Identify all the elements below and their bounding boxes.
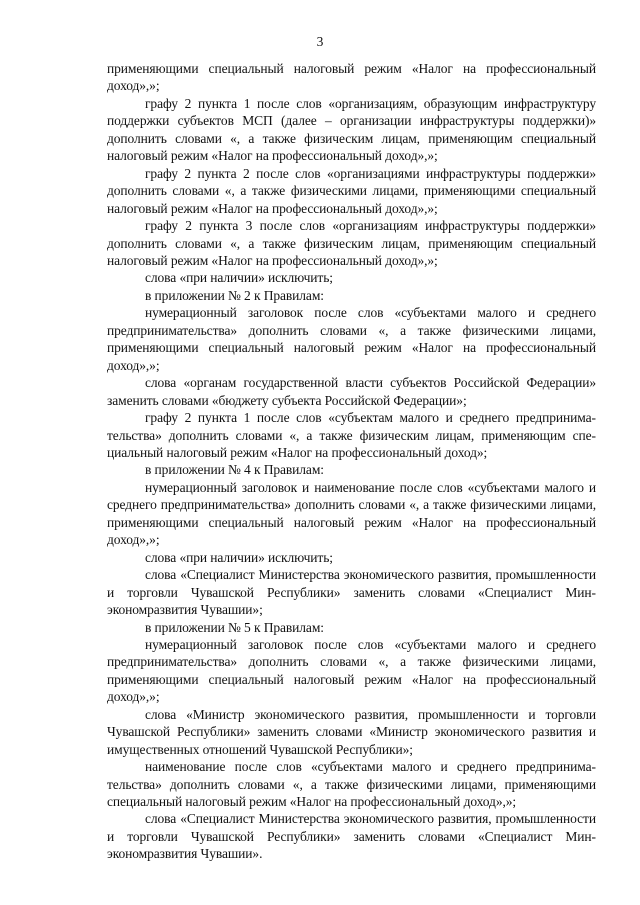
- paragraph: в приложении № 5 к Правилам:: [145, 619, 324, 635]
- paragraph: слова «Министр экономического развития, промышленности и торговли Чувашской Республики» заменить словами «Министр экономического развития и имущественных отношений Чувашской Республики»;: [107, 706, 596, 757]
- paragraph: графу 2 пункта 3 после слов «организациям инфраструктуры поддержки» дополнить словами «, а также физическим лицам, применяющим специальный налоговый режим «Налог на профессиональный доход»,»;: [107, 218, 596, 268]
- paragraph: графу 2 пункта 1 после слов «организациям, образующим инфраструктуру поддержки субъектов МСП (далее – организации инфраструктуры поддержки)» дополнить словами «, а также физическим лицам, применяющим специальный налоговый режим «Налог на профессиональный доход»,»;: [107, 95, 596, 164]
- paragraph: слова «при наличии» исключить;: [145, 270, 333, 286]
- paragraph: слова «Специалист Министерства экономического развития, промышленности и торговли Чувашской Республики» заменить словами «Специалист Минэкономразвития Чувашии»;: [107, 567, 596, 618]
- paragraph: слова «при наличии» исключить;: [145, 549, 333, 565]
- paragraph: применяющими специальный налоговый режим «Налог на профессиональный доход»,»;: [107, 61, 596, 94]
- paragraph: слова «Специалист Министерства экономического развития, промышленности и торговли Чувашской Республики» заменить словами «Специалист Минэкономразвития Чувашии».: [107, 811, 596, 862]
- paragraph: нумерационный заголовок после слов «субъектами малого и среднего предпринимательства» дополнить словами «, а также физическими лицами, применяющими специальный налоговый режим «Налог на профессиональный доход»,»;: [107, 636, 596, 705]
- page-number: 3: [316, 34, 324, 49]
- document-body: [107, 60, 596, 863]
- paragraph: графу 2 пункта 1 после слов «субъектам малого и среднего предпринимательства» дополнить словами «, а также физическим лицам, применяющим специальный налоговый режим «Налог на профессиональный доход»;: [107, 410, 596, 460]
- paragraph: графу 2 пункта 2 после слов «организациями инфраструктуры поддержки» дополнить словами «, а также физическими лицами, применяющими специальный налоговый режим «Налог на профессиональный доход»,»;: [107, 165, 596, 216]
- paragraph: нумерационный заголовок после слов «субъектами малого и среднего предпринимательства» дополнить словами «, а также физическими лицами, применяющими специальный налоговый режим «Налог на профессиональный доход»,»;: [107, 305, 596, 373]
- paragraph: в приложении № 4 к Правилам:: [145, 462, 324, 478]
- paragraph: в приложении № 2 к Правилам:: [145, 287, 324, 303]
- paragraph: нумерационный заголовок и наименование после слов «субъектами малого и среднего предпринимательства» дополнить словами «, а также физическими лицами, применяющими специальный налоговый режим «Налог на профессиональный доход»,»;: [107, 479, 596, 548]
- paragraph: слова «органам государственной власти субъектов Российской Федерации» заменить словами «бюджету субъекта Российской Федерации»;: [107, 375, 596, 408]
- paragraph: наименование после слов «субъектами малого и среднего предпринимательства» дополнить словами «, а также физическими лицами, применяющими специальный налоговый режим «Налог на профессиональный доход»,»;: [107, 759, 596, 810]
